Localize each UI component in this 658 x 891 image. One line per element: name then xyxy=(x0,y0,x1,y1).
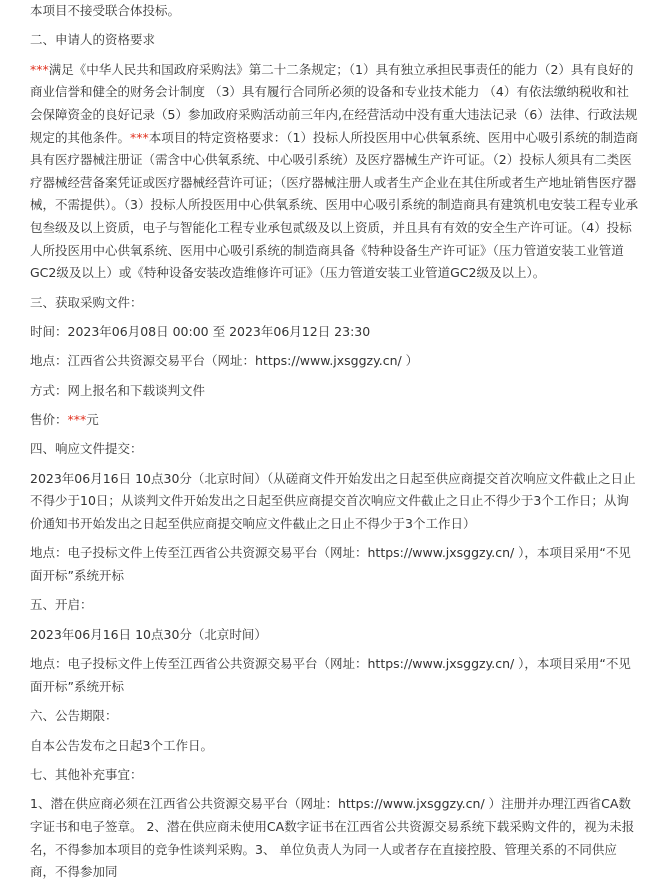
response-place: 地点：电子投标文件上传至江西省公共资源交易平台（网址：https://www.jxsggzy.cn/ ），本项目采用“不见面开标”系统开标 xyxy=(30,545,631,584)
consortium-note: 本项目不接受联合体投标。 xyxy=(30,3,181,18)
price-label: 售价： xyxy=(30,412,68,428)
section-heading-qualifications: 二、申请人的资格要求 xyxy=(30,32,156,48)
qualifications-paragraph xyxy=(30,59,640,285)
redacted-marker: *** xyxy=(67,412,87,428)
opening-time: 2023年06月16日 10点30分（北京时间） xyxy=(30,626,267,642)
opening-place: 地点：电子投标文件上传至江西省公共资源交易平台（网址：https://www.jxsggzy.cn/ ），本项目采用“不见面开标”系统开标 xyxy=(30,656,631,694)
response-deadline: 2023年06月16日 10点30分（北京时间）（从磋商文件开始发出之日起至供应商提交首次响应文件截止之日止不得少于10日；从谈判文件开始发出之日起至供应商提交首次响应文件截止之日止不得少于3个工作日；从询价通知书开始发出之日起至供应商提交响应文件截止之日止不得少于3个工作日） xyxy=(30,470,636,532)
price-unit: 元 xyxy=(86,412,99,428)
obtain-price xyxy=(30,409,640,432)
section-heading-response: 四、响应文件提交： xyxy=(30,441,143,457)
obtain-place: 地点：江西省公共资源交易平台（网址：https://www.jxsggzy.cn/ ） xyxy=(30,353,419,369)
redacted-marker: *** xyxy=(130,129,149,145)
section-heading-opening: 五、开启： xyxy=(30,597,93,613)
obtain-method: 方式：网上报名和下载谈判文件 xyxy=(30,382,206,398)
general-qualifications-text: 满足《中华人民共和国政府采购法》第二十二条规定；（1）具有独立承担民事责任的能力（2）具有良好的商业信誉和健全的财务会计制度 （3）具有履行合同所必须的设备和专业技术能力 （4）有依法缴纳税收和社会保障资金的良好记录（5）参加政府采购活动前三年内,在经营活动中没有重大违法记录（6）法律、行政法规规定的其他条件。 xyxy=(30,61,638,145)
specific-qualifications-text: 本项目的特定资格要求：（1）投标人所投医用中心供氧系统、医用中心吸引系统的制造商具有医疗器械注册证（需含中心供氧系统、中心吸引系统）及医疗器械生产许可证。（2）投标人须具有二类医疗器械经营备案凭证或医疗器械经营许可证；（医疗器械注册人或者生产企业在其住所或者生产地址销售医疗器械，不需提供）。（3）投标人所投医用中心供氧系统、医用中心吸引系统的制造商具有建筑机电安装工程专业承包叁级及以上资质，电子与智能化工程专业承包贰级及以上资质，并且具有有效的安全生产许可证。（4）投标人所投医用中心供氧系统、医用中心吸引系统的制造商具备《特种设备生产许可证》（压力管道安装工业管道GC2级及以上）或《特种设备安装改造维修许可证》（压力管道安装工业管道GC2级及以上）。 xyxy=(30,129,638,281)
section-heading-obtain: 三、获取采购文件： xyxy=(30,294,143,310)
obtain-time: 时间：2023年06月08日 00:00 至 2023年06月12日 23:30 xyxy=(30,323,371,339)
section-heading-period: 六、公告期限： xyxy=(30,708,118,724)
announcement-document xyxy=(30,0,640,891)
other-matters-text: 1、潜在供应商必须在江西省公共资源交易平台（网址：https://www.jxsggzy.cn/ ）注册并办理江西省CA数字证书和电子签章。 2、潜在供应商未使用CA数字证书在江西省公共资源交易系统下载采购文件的，视为未报名，不得参加本项目的竞争性谈判采购。3、 单位负责人为同一人或者存在直接控股、管理关系的不同供应商，不得参加同 xyxy=(30,796,635,880)
redacted-marker: *** xyxy=(30,61,49,77)
period-text: 自本公告发布之日起3个工作日。 xyxy=(30,737,213,753)
section-heading-other: 七、其他补充事宜： xyxy=(30,766,143,782)
